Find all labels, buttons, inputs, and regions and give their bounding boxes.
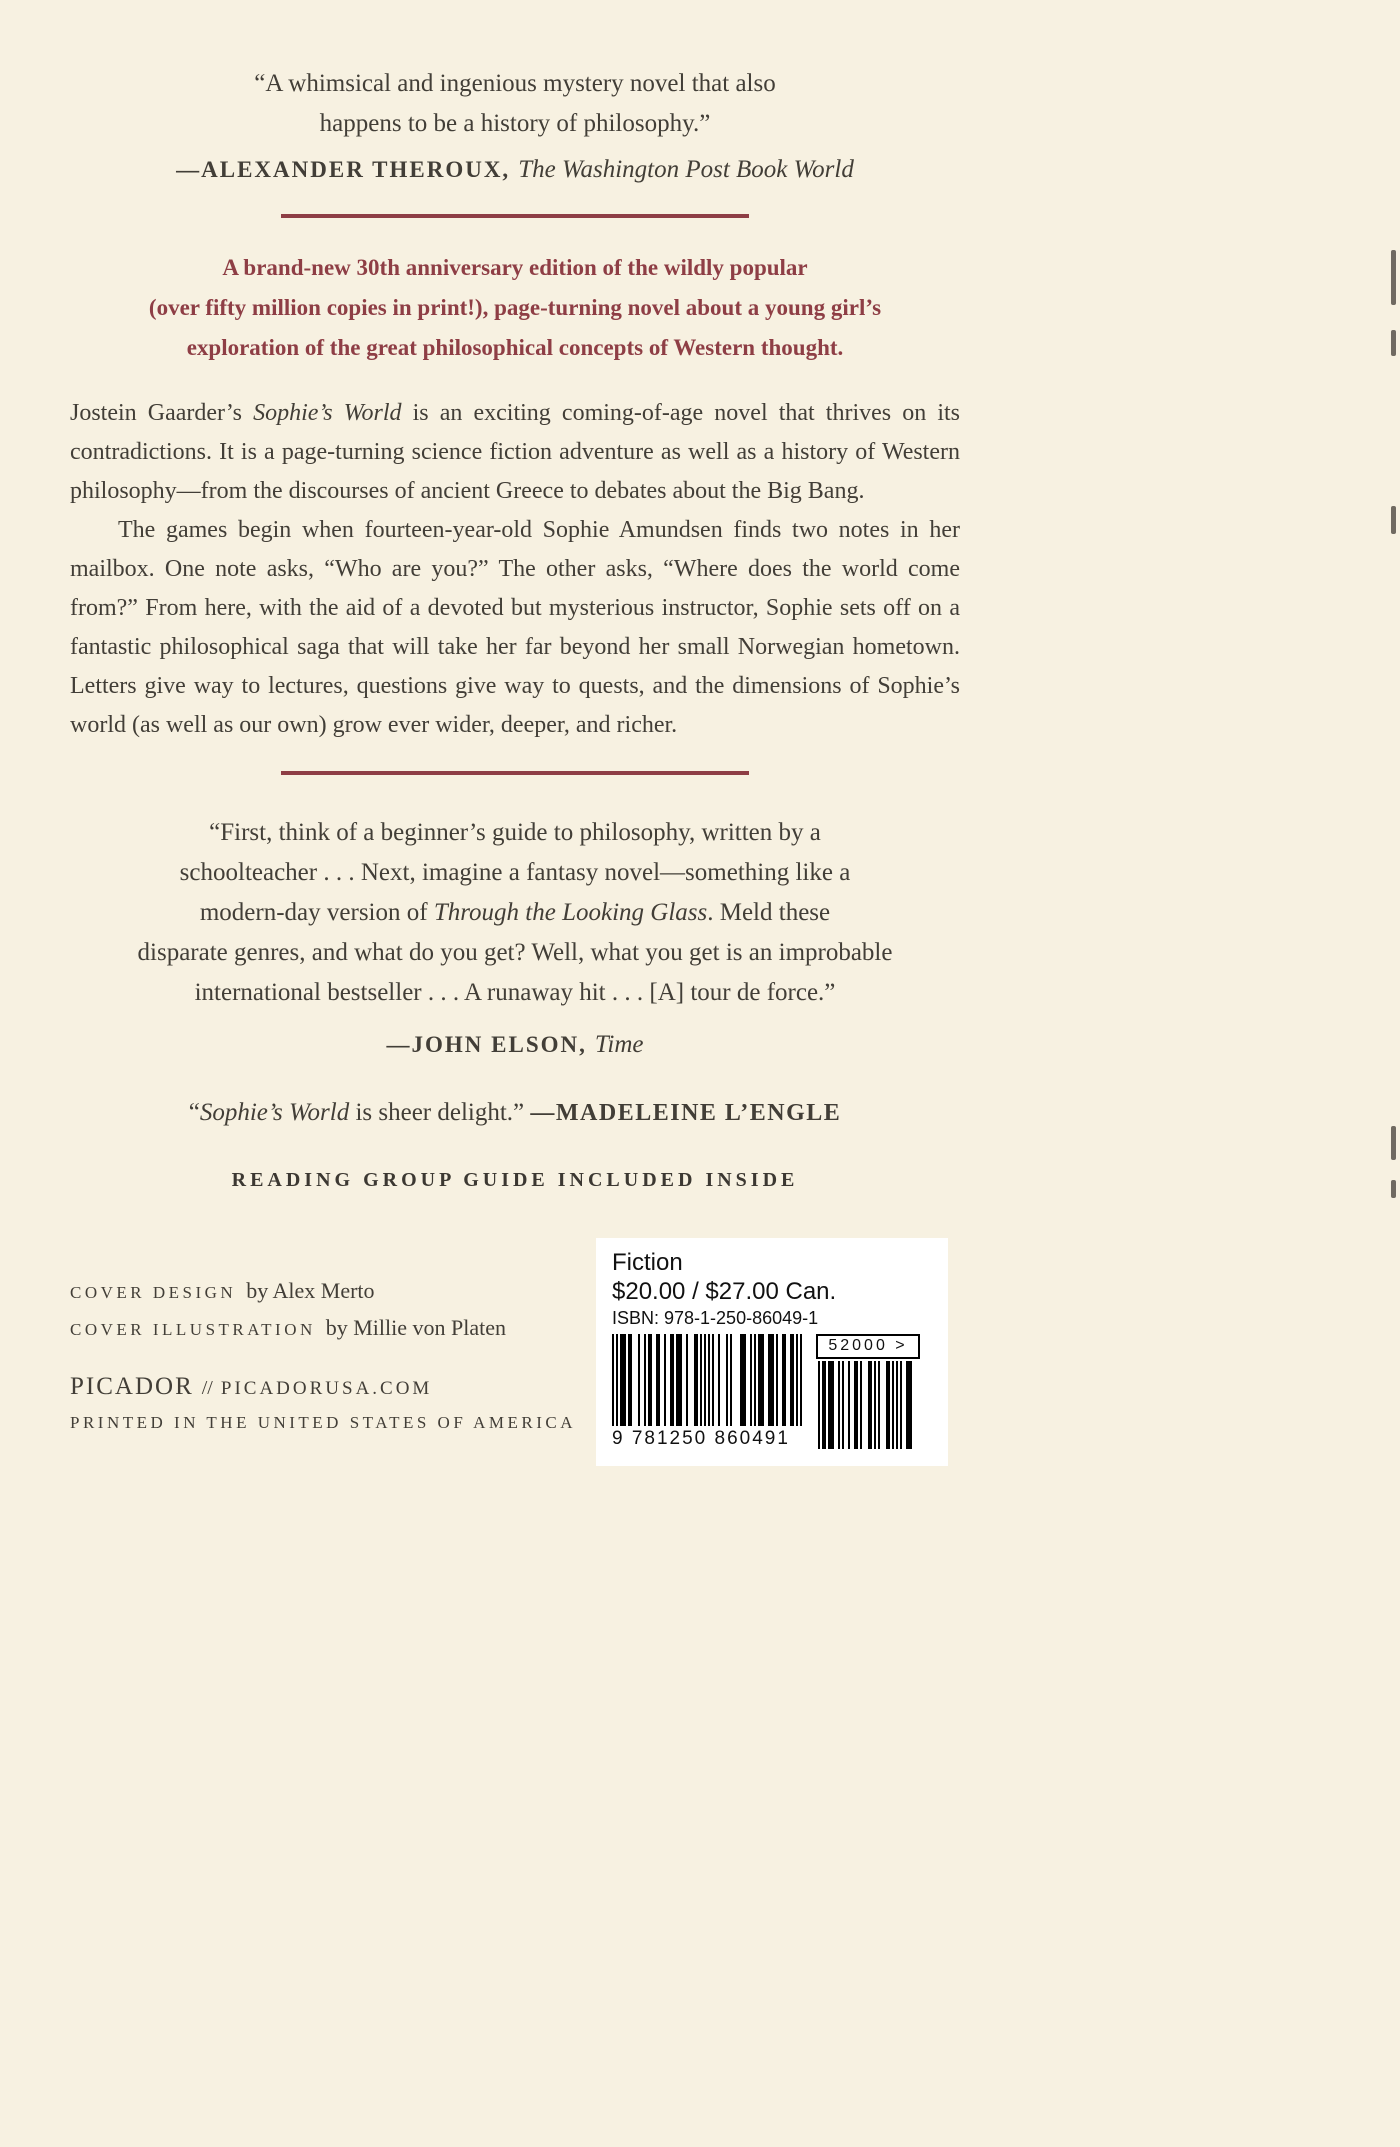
headline-line: exploration of the great philosophical concepts of Western thought.	[186, 335, 844, 360]
cover-design-label: COVER DESIGN	[70, 1283, 237, 1302]
barcode-main	[612, 1334, 802, 1450]
review-quote-top	[70, 64, 960, 192]
reading-group-note: READING GROUP GUIDE INCLUDED INSIDE	[231, 1169, 799, 1191]
quote-line: disparate genres, and what do you get? Well, what you get is an improbable	[137, 939, 893, 966]
barcode-digits: 9 781250 860491	[612, 1428, 790, 1449]
referenced-title-italic: Through the Looking Glass	[433, 899, 708, 926]
synopsis-text: is an exciting coming-of-age novel that thrives on its contradictions. It is a page-turning science fiction adventure as well as a history of Western philosophy—from the discourses of ancient Greece to debates about the Big Bang.	[70, 400, 961, 504]
quote-line: “A whimsical and ingenious mystery novel that also	[254, 70, 776, 97]
reviewer-name: —ALEXANDER THEROUX,	[176, 157, 511, 182]
quote-line: “First, think of a beginner’s guide to philosophy, written by a	[209, 819, 821, 846]
review-source: The Washington Post Book World	[518, 156, 854, 183]
cover-illustration-value: by Millie von Platen	[325, 1315, 507, 1340]
page-edge-artifact	[1391, 1126, 1396, 1160]
divider-rule-top	[281, 214, 749, 218]
review-quote-time	[70, 813, 960, 1067]
divider-rule-bottom	[281, 771, 749, 775]
barcode-addon-label: 52000 >	[816, 1334, 920, 1359]
cover-design-value: by Alex Merto	[246, 1278, 375, 1303]
printed-in-note: PRINTED IN THE UNITED STATES OF AMERICA	[70, 1413, 576, 1432]
headline-line: A brand-new 30th anniversary edition of the wildly popular	[222, 255, 808, 280]
book-title-italic: Sophie’s World	[253, 400, 402, 426]
marketing-headline	[70, 248, 960, 368]
page-edge-artifact	[1391, 330, 1396, 356]
bottom-section	[70, 1238, 960, 1478]
headline-line: (over fifty million copies in print!), page-turning novel about a young girl’s	[148, 295, 882, 320]
review-source: Time	[594, 1031, 644, 1058]
barcode-panel	[596, 1238, 948, 1466]
synopsis-text: Jostein Gaarder’s	[70, 400, 254, 426]
cover-illustration-credit	[70, 1311, 576, 1348]
publisher-separator: //	[201, 1377, 213, 1399]
endorser-name: —MADELEINE L’ENGLE	[530, 1100, 842, 1126]
quote-text: . Meld these	[707, 899, 831, 926]
barcode-row	[612, 1334, 932, 1450]
reviewer-name: —JOHN ELSON,	[386, 1032, 587, 1057]
reviewer-attribution	[70, 148, 960, 192]
book-title-italic: Sophie’s World	[199, 1099, 350, 1126]
quote-line: schoolteacher . . . Next, imagine a fantasy novel—something like a	[179, 859, 851, 886]
price-label: $20.00 / $27.00 Can.	[612, 1278, 837, 1305]
page-edge-artifact	[1391, 1180, 1396, 1198]
reviewer-attribution	[70, 1023, 960, 1067]
content-column	[70, 64, 960, 1478]
quote-line: international bestseller . . . A runaway hit . . . [A] tour de force.”	[194, 979, 836, 1006]
barcode-main-bars	[612, 1334, 802, 1426]
page-edge-artifact	[1391, 250, 1396, 305]
endorsement-quote	[70, 1091, 960, 1135]
cover-illustration-label: COVER ILLUSTRATION	[70, 1320, 316, 1339]
quote-text: modern-day version of	[199, 899, 434, 926]
isbn-label: ISBN: 978-1-250-86049-1	[612, 1308, 819, 1328]
synopsis-paragraph-1	[70, 394, 960, 511]
publisher-line	[70, 1370, 576, 1407]
credits-block	[70, 1274, 576, 1433]
cover-design-credit	[70, 1274, 576, 1311]
publisher-website: PICADORUSA.COM	[220, 1378, 433, 1399]
quote-line	[70, 893, 960, 933]
synopsis-paragraph-2: The games begin when fourteen-year-old Sophie Amundsen finds two notes in her mailbox. One note asks, “Who are you?” The other asks, “Where does the world come from?” From here, with the aid of a devoted but mysterious instructor, Sophie sets off on a fantastic philosophical saga that will take her far beyond her small Norwegian hometown. Letters give way to lectures, questions give way to quests, and the dimensions of Sophie’s world (as well as our own) grow ever wider, deeper, and richer.	[70, 517, 960, 738]
barcode-addon-bars	[816, 1361, 920, 1449]
page-edge-artifact	[1391, 506, 1396, 534]
quote-text: is sheer delight.”	[349, 1099, 531, 1126]
quote-line: happens to be a history of philosophy.”	[319, 110, 711, 137]
barcode-addon	[816, 1334, 920, 1449]
genre-label: Fiction	[612, 1249, 683, 1276]
quote-text: “	[188, 1099, 200, 1126]
publisher-name: PICADOR	[70, 1373, 194, 1400]
